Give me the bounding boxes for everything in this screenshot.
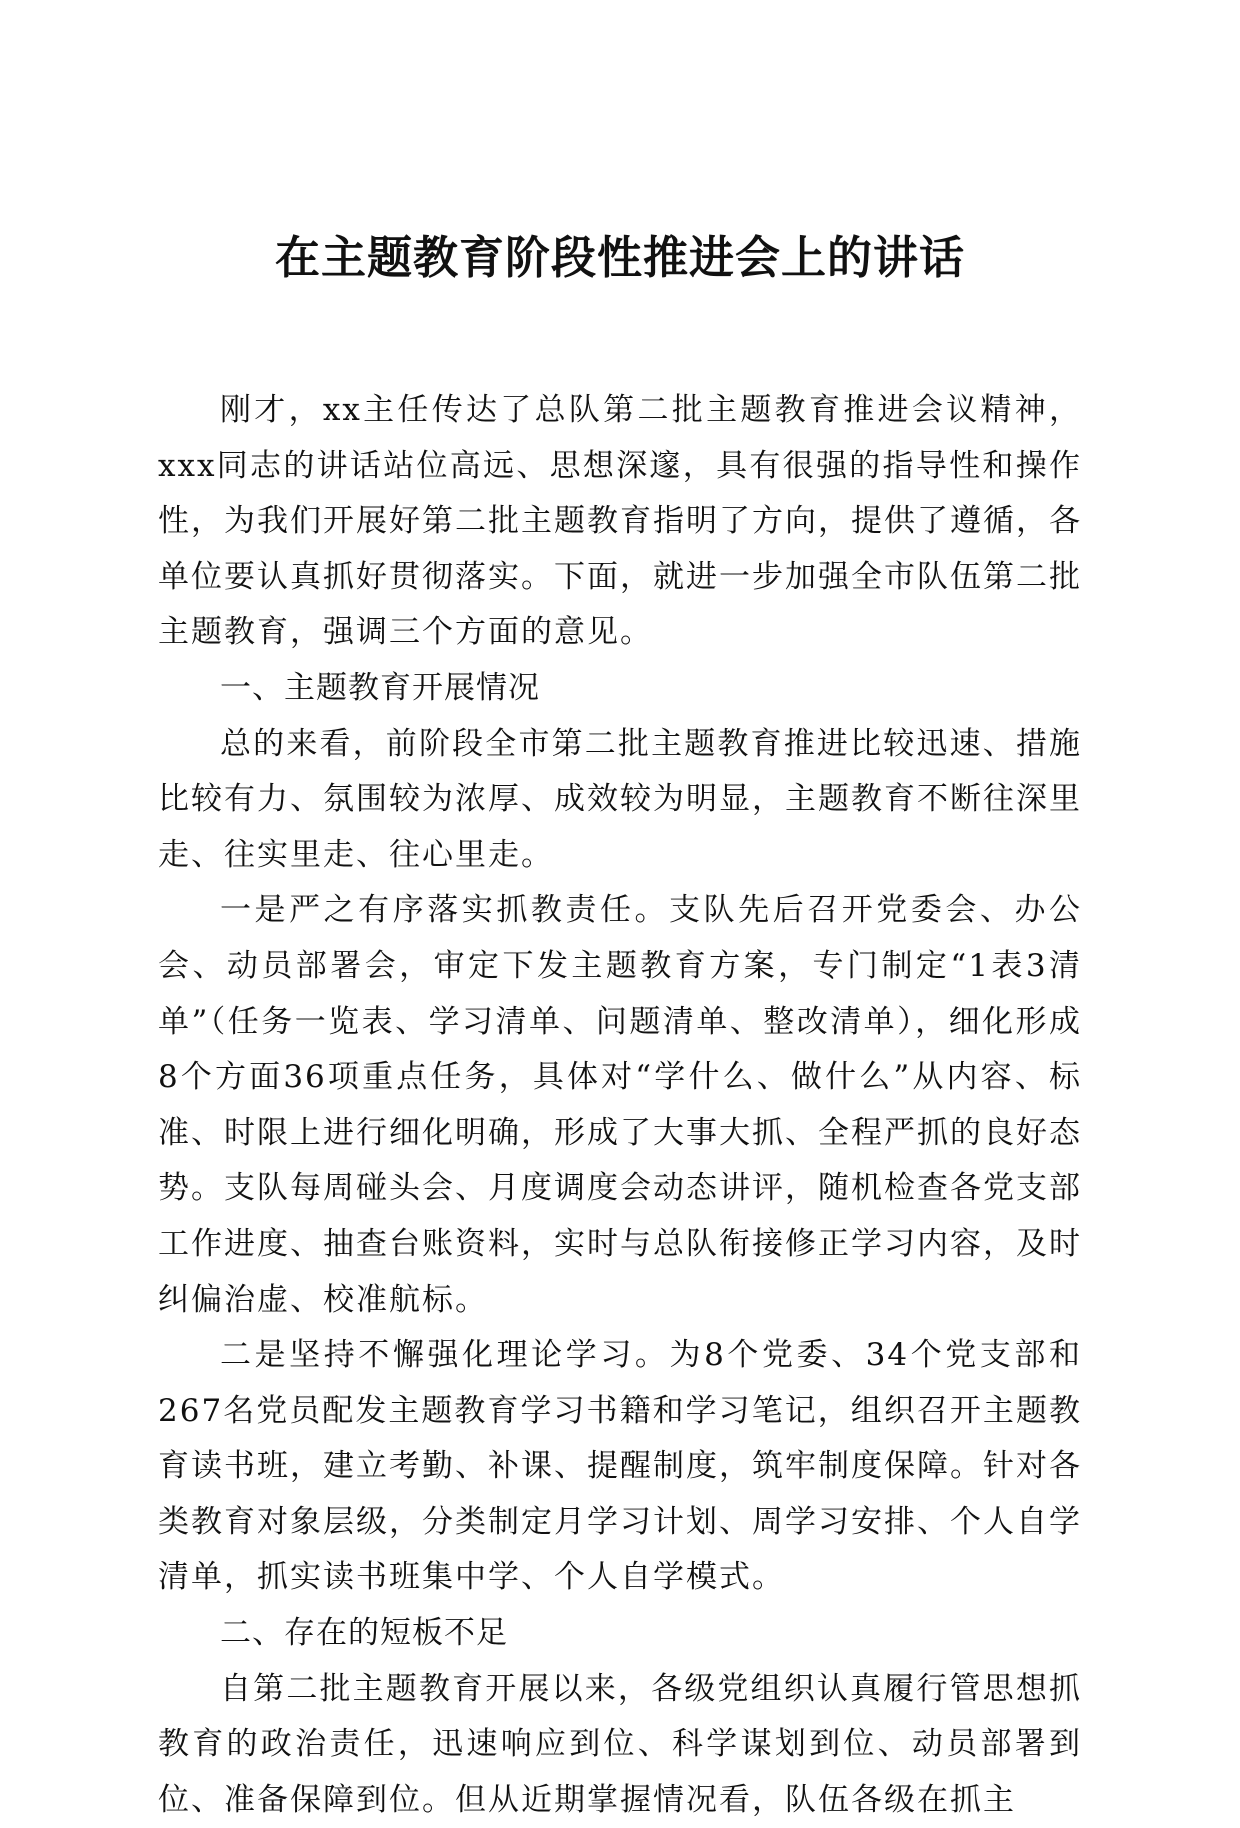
section-2-heading: 二、存在的短板不足 (220, 1615, 508, 1652)
intro-paragraph: 刚才，xx主任传达了总队第二批主题教育推进会议精神，xxx同志的讲话站位高远、思想深邃，具有很强的指导性和操作性，为我们开展好第二批主题教育指明了方向，提供了遵循，各单位要认真抓好贯彻落实。下面，就进一步加强全市队伍第二批主题教育，强调三个方面的意见。 (158, 392, 1082, 651)
section-1-paragraph-1: 总的来看，前阶段全市第二批主题教育推进比较迅速、措施比较有力、氛围较为浓厚、成效较为明显，主题教育不断往深里走、往实里走、往心里走。 (158, 725, 1082, 873)
section-1-paragraph-3: 二是坚持不懈强化理论学习。为8个党委、34个党支部和267名党员配发主题教育学习书籍和学习笔记，组织召开主题教育读书班，建立考勤、补课、提醒制度，筑牢制度保障。针对各类教育对象层级，分类制定月学习计划、周学习安排、个人自学清单，抓实读书班集中学、个人自学模式。 (158, 1337, 1082, 1596)
section-1-paragraph-2: 一是严之有序落实抓教责任。支队先后召开党委会、办公会、动员部署会，审定下发主题教育方案，专门制定“1表3清单”（任务一览表、学习清单、问题清单、整改清单），细化形成8个方面36项重点任务，具体对“学什么、做什么”从内容、标准、时限上进行细化明确，形成了大事大抓、全程严抓的良好态势。支队每周碰头会、月度调度会动态讲评，随机检查各党支部工作进度、抽查台账资料，实时与总队衔接修正学习内容，及时纠偏治虚、校准航标。 (158, 892, 1082, 1318)
document-title: 在主题教育阶段性推进会上的讲话 (274, 231, 965, 284)
document-body (158, 383, 1082, 1828)
section-2-paragraph-1: 自第二批主题教育开展以来，各级党组织认真履行管思想抓教育的政治责任，迅速响应到位、科学谋划到位、动员部署到位、准备保障到位。但从近期掌握情况看，队伍各级在抓主 (158, 1670, 1082, 1818)
section-1-heading: 一、主题教育开展情况 (220, 669, 540, 706)
